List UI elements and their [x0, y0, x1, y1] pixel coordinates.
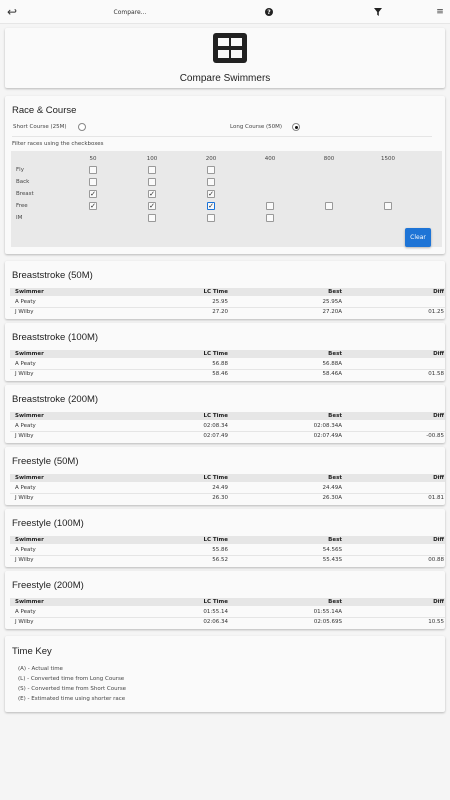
diff-cell: 10.55 [428, 619, 444, 625]
col-best-header: Best [328, 351, 342, 357]
lc-time-cell: 01:55.14 [203, 608, 228, 615]
event-card [5, 509, 445, 567]
distance-header: 400 [264, 156, 276, 162]
event-card [5, 571, 445, 629]
swimmer-name: A Peaty [15, 546, 36, 553]
col-lc-time-header: LC Time [203, 351, 228, 357]
diff-cell: 00.88 [428, 557, 444, 563]
race-checkbox[interactable]: ✓ [149, 202, 155, 210]
table-header [10, 288, 445, 296]
distance-header: 100 [146, 156, 158, 162]
lc-time-cell: 56.88 [212, 360, 228, 367]
col-diff-header: Diff [433, 351, 444, 357]
swimmer-name: J Wilby [15, 309, 34, 315]
col-best-header: Best [328, 413, 342, 419]
col-best-header: Best [328, 475, 342, 481]
col-swimmer-header: Swimmer [15, 351, 44, 357]
grid-table-icon [213, 33, 247, 63]
stroke-label: Breast [16, 191, 34, 197]
lc-time-cell: 55.86 [212, 546, 228, 553]
table-row[interactable] [10, 431, 445, 440]
stroke-label: Free [16, 203, 28, 209]
col-swimmer-header: Swimmer [15, 537, 44, 543]
table-row[interactable] [10, 369, 445, 378]
table-row[interactable] [10, 483, 445, 492]
col-lc-time-header: LC Time [203, 413, 228, 419]
top-app-bar [0, 0, 450, 24]
race-checkbox[interactable] [148, 166, 156, 174]
stroke-label: Fly [16, 167, 24, 173]
table-header [10, 474, 445, 482]
page-title: Compare Swimmers [179, 73, 271, 84]
col-lc-time-header: LC Time [203, 537, 228, 543]
col-diff-header: Diff [433, 599, 444, 605]
diff-cell: 01.25 [428, 309, 444, 315]
race-checkbox[interactable] [89, 178, 97, 186]
table-row[interactable] [10, 307, 445, 316]
time-key-line: (S) - Converted time from Short Course [18, 686, 127, 692]
event-title: Freestyle (100M) [12, 518, 84, 529]
race-checkbox[interactable]: ✓ [90, 202, 96, 210]
race-checkbox[interactable] [207, 178, 215, 186]
table-header [10, 598, 445, 606]
col-diff-header: Diff [433, 475, 444, 481]
col-swimmer-header: Swimmer [15, 289, 44, 295]
col-swimmer-header: Swimmer [15, 413, 44, 419]
toolbar-title: Compare... [113, 8, 147, 16]
swimmer-name: J Wilby [15, 557, 34, 563]
help-button[interactable] [262, 0, 276, 24]
col-best-header: Best [328, 537, 342, 543]
race-checkbox[interactable] [384, 202, 392, 210]
event-card [5, 323, 445, 381]
lc-time-cell: 26.30 [212, 495, 228, 501]
swimmer-name: J Wilby [15, 433, 34, 439]
compare-header-card [5, 28, 445, 88]
table-row[interactable] [10, 493, 445, 502]
long-course-label: Long Course (50M) [230, 124, 283, 130]
col-best-header: Best [328, 289, 342, 295]
lc-time-cell: 58.46 [212, 371, 228, 377]
table-header [10, 350, 445, 358]
diff-cell [390, 607, 444, 616]
race-checkbox[interactable] [207, 214, 215, 222]
best-time-cell: 54.56S [322, 546, 342, 553]
race-checkbox[interactable]: ✓ [208, 202, 214, 210]
best-time-cell: 27.20A [322, 309, 342, 315]
best-time-cell: 02:05.69S [313, 619, 342, 625]
race-checkbox[interactable]: ✓ [149, 190, 155, 198]
swimmer-name: A Peaty [15, 608, 36, 615]
race-checkbox[interactable] [148, 214, 156, 222]
stroke-label: IM [16, 215, 23, 221]
lc-time-cell: 56.52 [212, 557, 228, 563]
diff-cell [390, 483, 444, 492]
long-course-radio[interactable] [292, 123, 300, 131]
filter-instructions: Filter races using the checkboxes [12, 141, 104, 147]
best-time-cell: 24.49A [322, 484, 342, 491]
event-title: Breaststroke (100M) [12, 332, 99, 343]
short-course-label: Short Course (25M) [13, 124, 67, 130]
filter-funnel-icon [374, 8, 382, 16]
race-checkbox[interactable] [325, 202, 333, 210]
best-time-cell: 55.43S [322, 557, 342, 563]
table-row[interactable] [10, 297, 445, 306]
best-time-cell: 58.46A [322, 371, 342, 377]
col-diff-header: Diff [433, 289, 444, 295]
clear-button[interactable]: Clear [405, 228, 431, 247]
diff-cell: -00.85 [426, 433, 444, 439]
lc-time-cell: 02:07.49 [203, 433, 228, 439]
lc-time-cell: 24.49 [212, 484, 228, 491]
col-lc-time-header: LC Time [203, 289, 228, 295]
distance-header: 50 [89, 156, 97, 162]
race-checkbox[interactable] [266, 214, 274, 222]
col-diff-header: Diff [433, 413, 444, 419]
event-title: Breaststroke (50M) [12, 270, 93, 281]
diff-cell [390, 545, 444, 554]
race-checkbox[interactable] [266, 202, 274, 210]
time-key-line: (A) - Actual time [18, 666, 63, 672]
swimmer-name: A Peaty [15, 298, 36, 305]
swimmer-name: J Wilby [15, 371, 34, 377]
swimmer-name: J Wilby [15, 495, 34, 501]
best-time-cell: 26.30A [322, 495, 342, 501]
help-circle-icon: ? [265, 8, 273, 16]
best-time-cell: 25.95A [322, 298, 342, 305]
time-key-line: (E) - Estimated time using shorter race [18, 696, 126, 702]
col-lc-time-header: LC Time [203, 475, 228, 481]
best-time-cell: 02:07.49A [313, 433, 342, 439]
best-time-cell: 02:08.34A [313, 422, 342, 429]
diff-cell [390, 297, 444, 306]
table-row[interactable] [10, 617, 445, 626]
distance-header: 800 [323, 156, 335, 162]
best-time-cell: 01:55.14A [313, 608, 342, 615]
event-card [5, 385, 445, 443]
lc-time-cell: 27.20 [212, 309, 228, 315]
col-best-header: Best [328, 599, 342, 605]
table-row[interactable] [10, 545, 445, 554]
event-card [5, 261, 445, 319]
swimmer-name: A Peaty [15, 360, 36, 367]
table-row[interactable] [10, 359, 445, 368]
event-title: Breaststroke (200M) [12, 394, 99, 405]
undo-arrow-icon[interactable]: ↩ [6, 5, 18, 19]
diff-cell [390, 359, 444, 368]
swimmer-name: A Peaty [15, 422, 36, 429]
hamburger-menu-icon[interactable]: ≡ [436, 7, 444, 17]
diff-cell [390, 421, 444, 430]
short-course-radio[interactable] [78, 123, 86, 131]
table-row[interactable] [10, 421, 445, 430]
divider [12, 136, 432, 137]
distance-header: 1500 [381, 156, 395, 162]
event-title: Freestyle (200M) [12, 580, 84, 591]
swimmer-name: A Peaty [15, 484, 36, 491]
event-title: Freestyle (50M) [12, 456, 79, 467]
col-swimmer-header: Swimmer [15, 475, 44, 481]
time-key-line: (L) - Converted time from Long Course [18, 676, 125, 682]
race-course-title: Race & Course [12, 105, 77, 116]
col-diff-header: Diff [433, 537, 444, 543]
race-checkbox[interactable]: ✓ [90, 190, 96, 198]
table-header [10, 536, 445, 544]
best-time-cell: 56.88A [322, 360, 342, 367]
lc-time-cell: 02:08.34 [203, 422, 228, 429]
lc-time-cell: 02:06.34 [203, 619, 228, 625]
table-row[interactable] [10, 555, 445, 564]
event-card [5, 447, 445, 505]
time-key-card [5, 636, 445, 712]
race-checkbox[interactable]: ✓ [208, 190, 214, 198]
stroke-label: Back [16, 179, 30, 185]
race-filter-grid [11, 151, 442, 247]
diff-cell: 01.81 [428, 495, 444, 501]
col-lc-time-header: LC Time [203, 599, 228, 605]
race-checkbox[interactable] [148, 178, 156, 186]
diff-cell: 01.58 [428, 371, 444, 377]
table-header [10, 412, 445, 420]
swimmer-name: J Wilby [15, 619, 34, 625]
race-checkbox[interactable] [207, 166, 215, 174]
race-checkbox[interactable] [89, 166, 97, 174]
filter-button[interactable] [371, 0, 385, 24]
table-row[interactable] [10, 607, 445, 616]
distance-header: 200 [205, 156, 217, 162]
time-key-title: Time Key [12, 646, 52, 657]
lc-time-cell: 25.95 [212, 298, 228, 305]
col-swimmer-header: Swimmer [15, 599, 44, 605]
